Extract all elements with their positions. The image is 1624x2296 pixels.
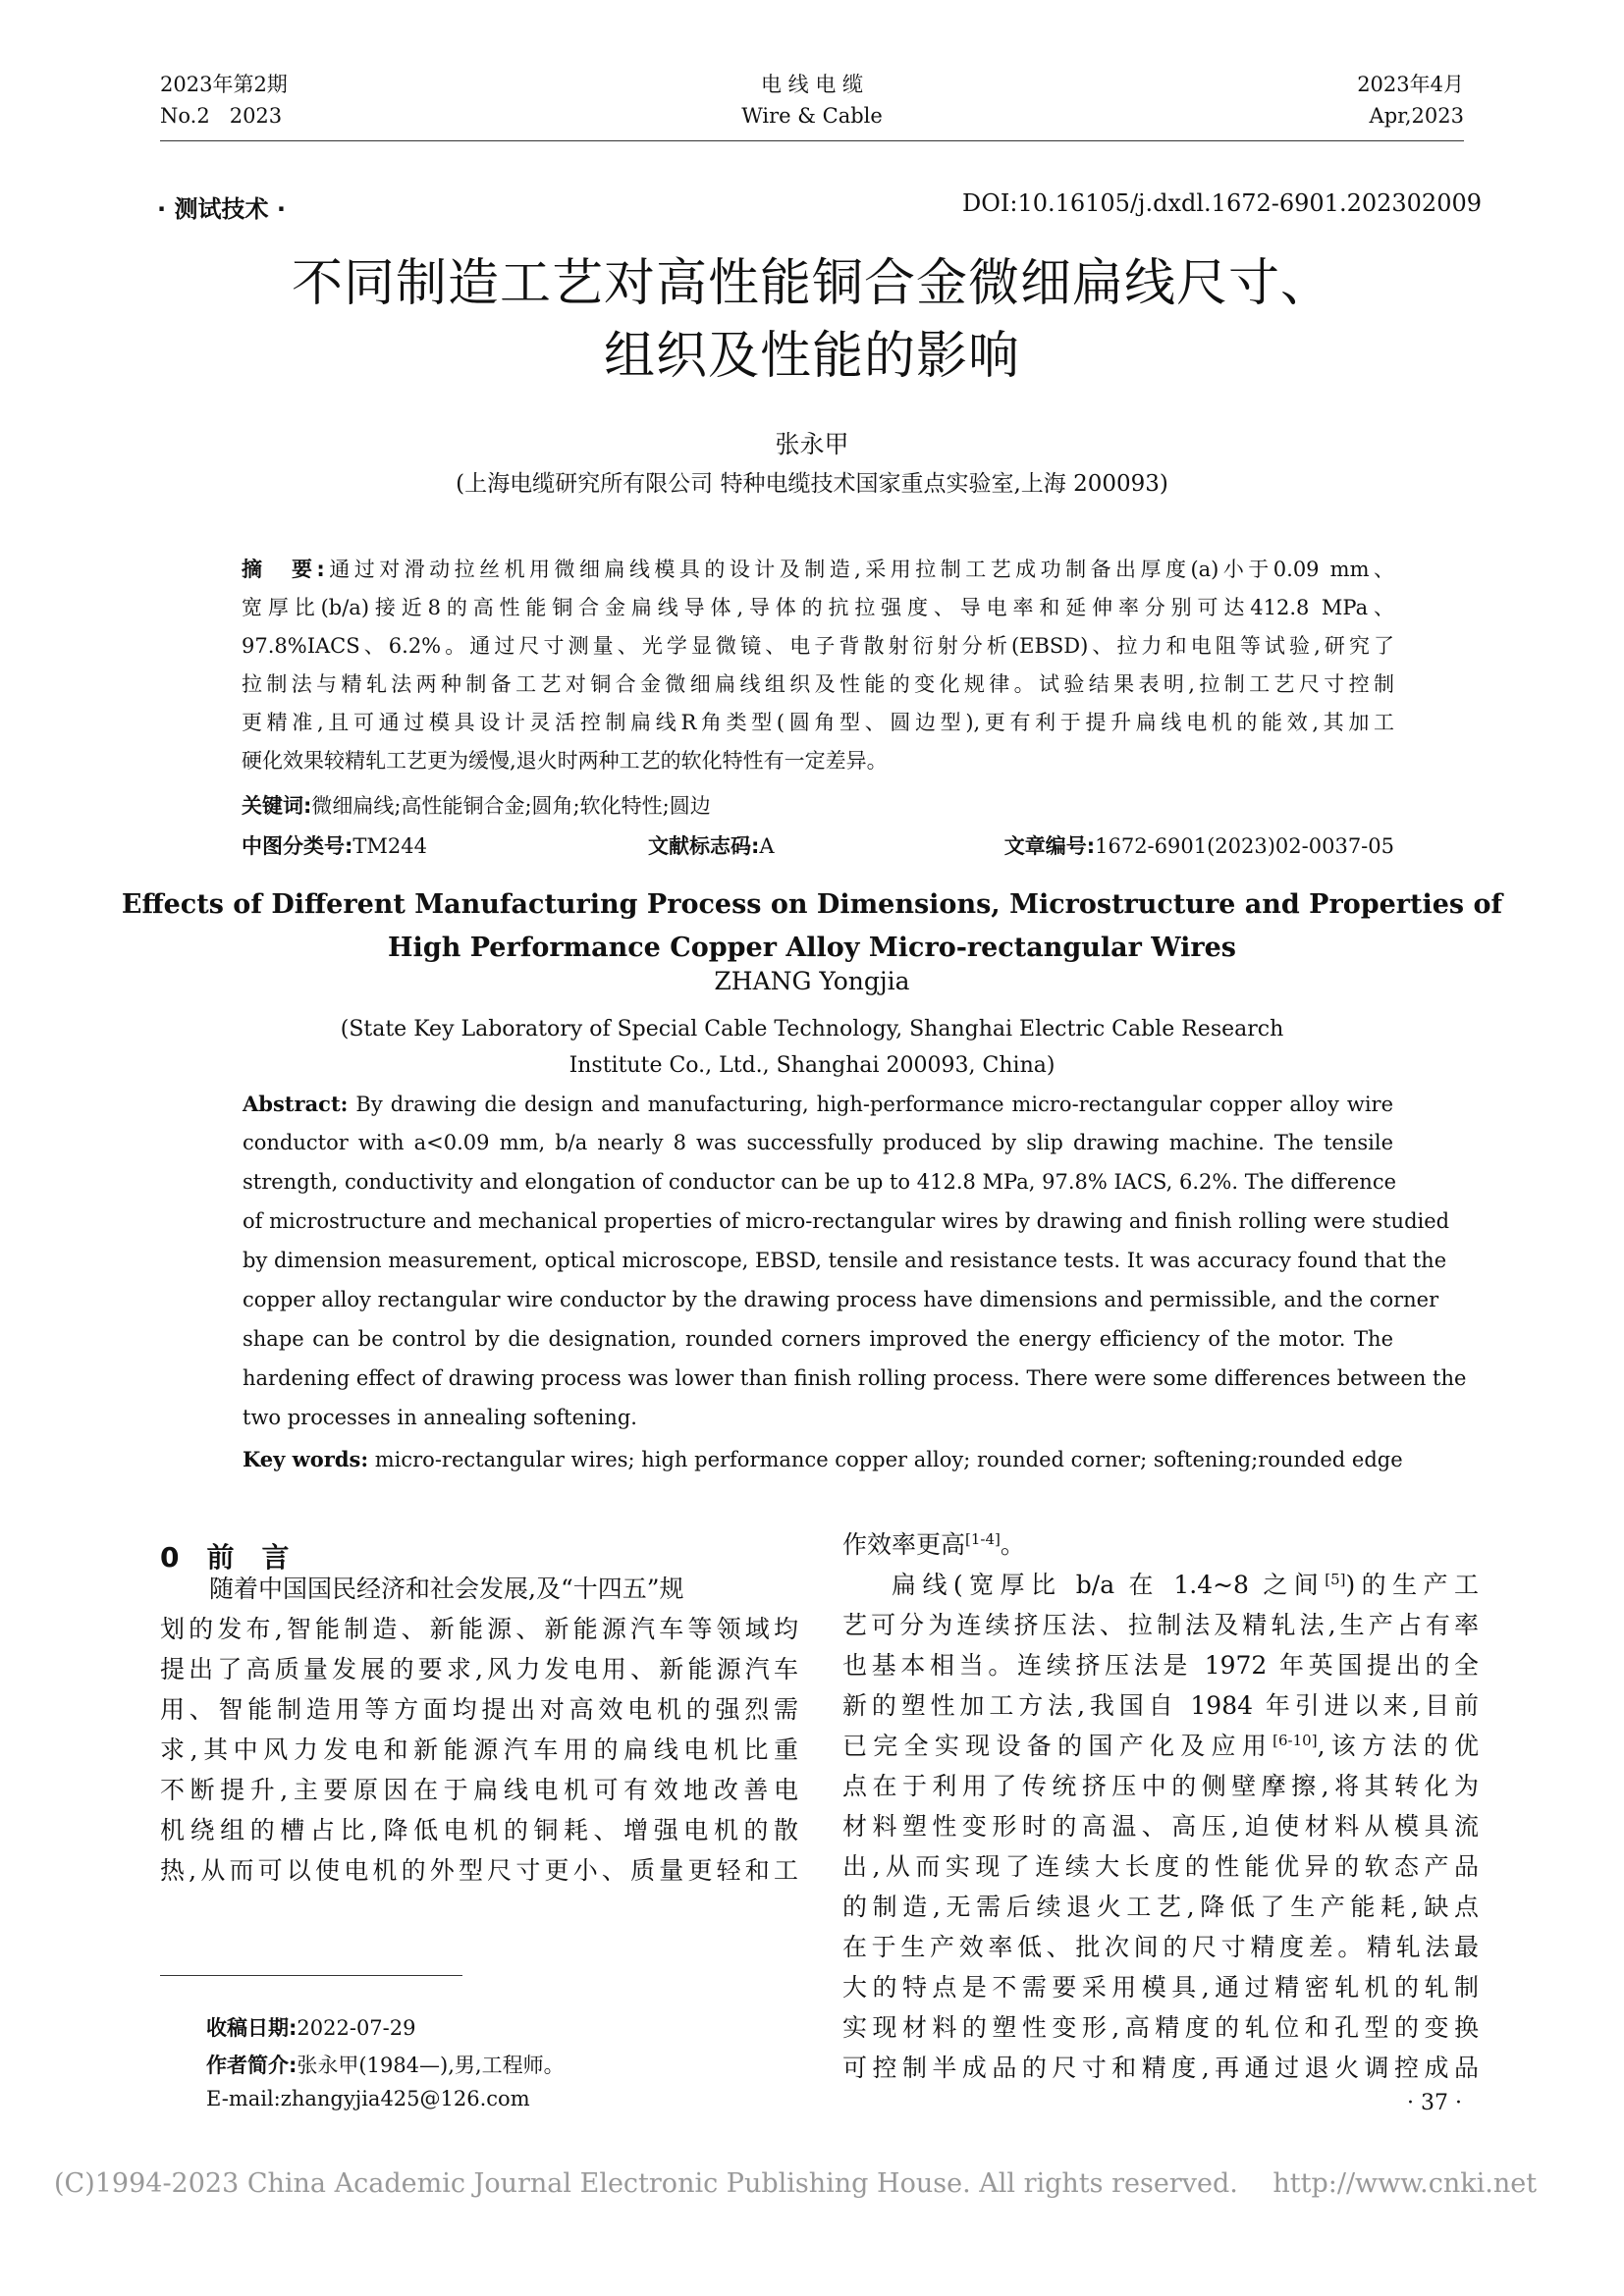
keywords-cn-label: 关键词: [242, 794, 312, 818]
keywords-cn-text: 微细扁线;高性能铜合金;圆角;软化特性;圆边 [311, 794, 711, 818]
clc-label: 中图分类号: [242, 834, 353, 858]
abstract-en-line: two processes in annealing softening. [243, 1406, 637, 1429]
footnote-email[interactable]: E-mail:zhangyjia425@126.com [206, 2087, 530, 2110]
document-code [648, 830, 775, 860]
body-line: 点在于利用了传统挤压中的侧壁摩擦,将其转化为 [842, 1772, 1479, 1800]
abstract-en-label: Abstract: [243, 1092, 349, 1116]
paper-title-cn [0, 247, 1624, 393]
abstract-en-line [243, 1092, 1393, 1116]
body-line: 不断提升,主要原因在于扁线电机可有效地改善电 [160, 1776, 798, 1804]
header-rule [160, 140, 1464, 141]
body-line: 可控制半成品的尺寸和精度,再通过退火调控成品 [842, 2054, 1479, 2082]
body-line: 也基本相当。连续挤压法是 1972 年英国提出的全 [842, 1651, 1479, 1680]
received-label: 收稿日期: [206, 2016, 298, 2040]
document-code-value: A [759, 834, 775, 858]
doi-link[interactable]: DOI:10.16105/j.dxdl.1672-6901.202302009 [961, 189, 1482, 217]
abstract-cn-label: 摘 要: [242, 558, 325, 581]
abstract-en-line: shape can be control by die designation, rounded corners improved the energy efficiency of the motor. The [243, 1327, 1393, 1351]
body-line: 随着中国国民经济和社会发展,及“十四五”规 [209, 1575, 684, 1603]
paper-title-en [0, 883, 1624, 970]
body-line: 热,从而可以使电机的外型尺寸更小、质量更轻和工 [160, 1856, 798, 1885]
header-issue-en: No.2 2023 [160, 104, 283, 128]
header-date-cn: 2023年4月 [1357, 73, 1464, 96]
body-line: 划的发布,智能制造、新能源、新能源汽车等领域均 [160, 1615, 798, 1643]
keywords-en-label: Key words: [243, 1447, 369, 1471]
header-issue-cn: 2023年第2期 [160, 73, 288, 96]
abstract-en-line: of microstructure and mechanical properties of micro-rectangular wires by drawing and finish rolling were studied [243, 1209, 1450, 1233]
footnote-author-bio [206, 2050, 565, 2079]
body-line: 大的特点是不需要采用模具,通过精密轧机的轧制 [842, 1973, 1479, 2002]
keywords-en-text: micro-rectangular wires; high performance copper alloy; rounded corner; softening;rounded edge [368, 1448, 1403, 1471]
header-journal-en: Wire & Cable [741, 104, 883, 128]
document-code-label: 文献标志码: [648, 834, 760, 858]
body-line: 材料塑性变形时的高温、高压,迫使材料从模具流 [842, 1812, 1479, 1841]
abstract-en-text: By drawing die design and manufacturing, high-performance micro-rectangular copper alloy wire [348, 1093, 1393, 1116]
abstract-en-line: conductor with a<0.09 mm, b/a nearly 8 was successfully produced by slip drawing machine. The tensile [243, 1131, 1393, 1154]
article-number-label: 文章编号: [1003, 834, 1096, 858]
page-number: · 37 · [1407, 2091, 1462, 2115]
keywords-en [243, 1447, 1403, 1471]
body-line: 在于生产效率低、批次间的尺寸精度差。精轧法最 [842, 1933, 1479, 1961]
abstract-cn-line: 97.8%IACS、6.2%。通过尺寸测量、光学显微镜、电子背散射衍射分析(EBSD)、拉力和电阻等试验,研究了 [242, 634, 1394, 658]
copyright-notice: (C)1994-2023 China Academic Journal Electronic Publishing House. All rights reserved. http://www.cnki.net [54, 2168, 1538, 2199]
body-text: 。 [1000, 1530, 1025, 1559]
header-date-en: Apr,2023 [1369, 104, 1464, 128]
body-text: 作效率更高 [842, 1530, 966, 1559]
abstract-cn-line: 宽厚比(b/a)接近8的高性能铜合金扁线导体,导体的抗拉强度、导电率和延伸率分别可达412.8 MPa、 [242, 596, 1394, 619]
abstract-en-line: copper alloy rectangular wire conductor by the drawing process have dimensions and permissible, and the corner [243, 1288, 1439, 1311]
title-line-2: 组织及性能的影响 [603, 327, 1020, 386]
body-text: 已完全实现设备的国产化及应用 [842, 1732, 1273, 1760]
citation-ref[interactable]: [5] [1325, 1571, 1346, 1588]
clc-number [242, 830, 427, 860]
header-journal-cn: 电 线 电 缆 [760, 73, 864, 96]
body-line [842, 1726, 1479, 1766]
body-line: 的制造,无需后续退火工艺,降低了生产能耗,缺点 [842, 1893, 1479, 1921]
body-line [842, 1524, 1025, 1565]
abstract-en [243, 1092, 1467, 1445]
body-line: 用、智能制造用等方面均提出对高效电机的强烈需 [160, 1695, 798, 1724]
body-line: 机绕组的槽占比,降低电机的铜耗、增强电机的散 [160, 1816, 798, 1844]
abstract-cn-line [242, 551, 1394, 589]
article-number-value: 1672-6901(2023)02-0037-05 [1095, 834, 1394, 858]
header-date [1357, 69, 1464, 132]
citation-ref[interactable]: [1-4] [965, 1530, 1001, 1548]
article-number [1004, 830, 1394, 860]
body-line: 艺可分为连续挤压法、拉制法及精轧法,生产占有率 [842, 1611, 1479, 1639]
footnote-received [206, 2012, 415, 2042]
title-en-line-2: High Performance Copper Alloy Micro-rectangular Wires [388, 933, 1236, 963]
bio-value: 张永甲(1984—),男,工程师。 [297, 2054, 565, 2077]
affiliation-en [0, 1011, 1624, 1084]
footnote-rule [160, 1975, 462, 1976]
section-heading: 0 前 言 [160, 1541, 290, 1574]
affiliation-cn: (上海电缆研究所有限公司 特种电缆技术国家重点实验室,上海 200093) [456, 471, 1168, 497]
body-line: 出,从而实现了连续大长度的性能优异的软态产品 [842, 1852, 1479, 1881]
body-right-column [842, 1524, 1479, 2094]
abstract-cn-text: 通过对滑动拉丝机用微细扁线模具的设计及制造,采用拉制工艺成功制备出厚度(a)小于0.09 mm、 [324, 558, 1394, 581]
keywords-cn [242, 790, 711, 820]
clc-value: TM244 [352, 834, 427, 858]
abstract-cn-line: 更精准,且可通过模具设计灵活控制扁线R角类型(圆角型、圆边型),更有利于提升扁线电机的能效,其加工 [242, 711, 1394, 734]
abstract-en-line: strength, conductivity and elongation of conductor can be up to 412.8 MPa, 97.8% IACS, 6.2%. The difference [243, 1170, 1397, 1194]
title-en-line-1: Effects of Different Manufacturing Process on Dimensions, Microstructure and Properties of [121, 889, 1503, 920]
author-cn: 张永甲 [775, 430, 849, 458]
section-tag: · 测试技术 · [157, 195, 286, 223]
received-value: 2022-07-29 [297, 2016, 416, 2040]
abstract-en-line: by dimension measurement, optical microscope, EBSD, tensile and resistance tests. It was accuracy found that the [243, 1249, 1447, 1272]
citation-ref[interactable]: [6-10] [1272, 1732, 1318, 1749]
abstract-en-line: hardening effect of drawing process was lower than finish rolling process. There were some differences between the [243, 1366, 1467, 1390]
body-line: 提出了高质量发展的要求,风力发电用、新能源汽车 [160, 1655, 798, 1683]
body-text: 扁线(宽厚比 b/a 在 1.4~8 之间 [892, 1571, 1326, 1599]
abstract-cn-line: 硬化效果较精轧工艺更为缓慢,退火时两种工艺的软化特性有一定差异。 [242, 749, 888, 773]
body-left-column [160, 1529, 798, 1961]
abstract-cn-line: 拉制法与精轧法两种制备工艺对铜合金微细扁线组织及性能的变化规律。试验结果表明,拉制工艺尺寸控制 [242, 672, 1394, 696]
body-text: )的生产工 [1345, 1571, 1479, 1599]
bio-label: 作者简介: [206, 2054, 298, 2077]
body-line: 新的塑性加工方法,我国自 1984 年引进以来,目前 [842, 1691, 1479, 1720]
affiliation-en-line-2: Institute Co., Ltd., Shanghai 200093, China) [568, 1053, 1056, 1078]
abstract-cn [242, 551, 1394, 786]
title-line-1: 不同制造工艺对高性能铜合金微细扁线尺寸、 [291, 254, 1332, 313]
affiliation-en-line-1: (State Key Laboratory of Special Cable Technology, Shanghai Electric Cable Research [340, 1017, 1284, 1041]
body-line [892, 1565, 1479, 1605]
body-line: 求,其中风力发电和新能源汽车用的扁线电机比重 [160, 1735, 798, 1764]
author-en: ZHANG Yongjia [714, 967, 910, 995]
body-text: ,该方法的优 [1317, 1732, 1479, 1760]
body-line: 实现材料的塑性变形,高精度的轧位和孔型的变换 [842, 2013, 1479, 2042]
